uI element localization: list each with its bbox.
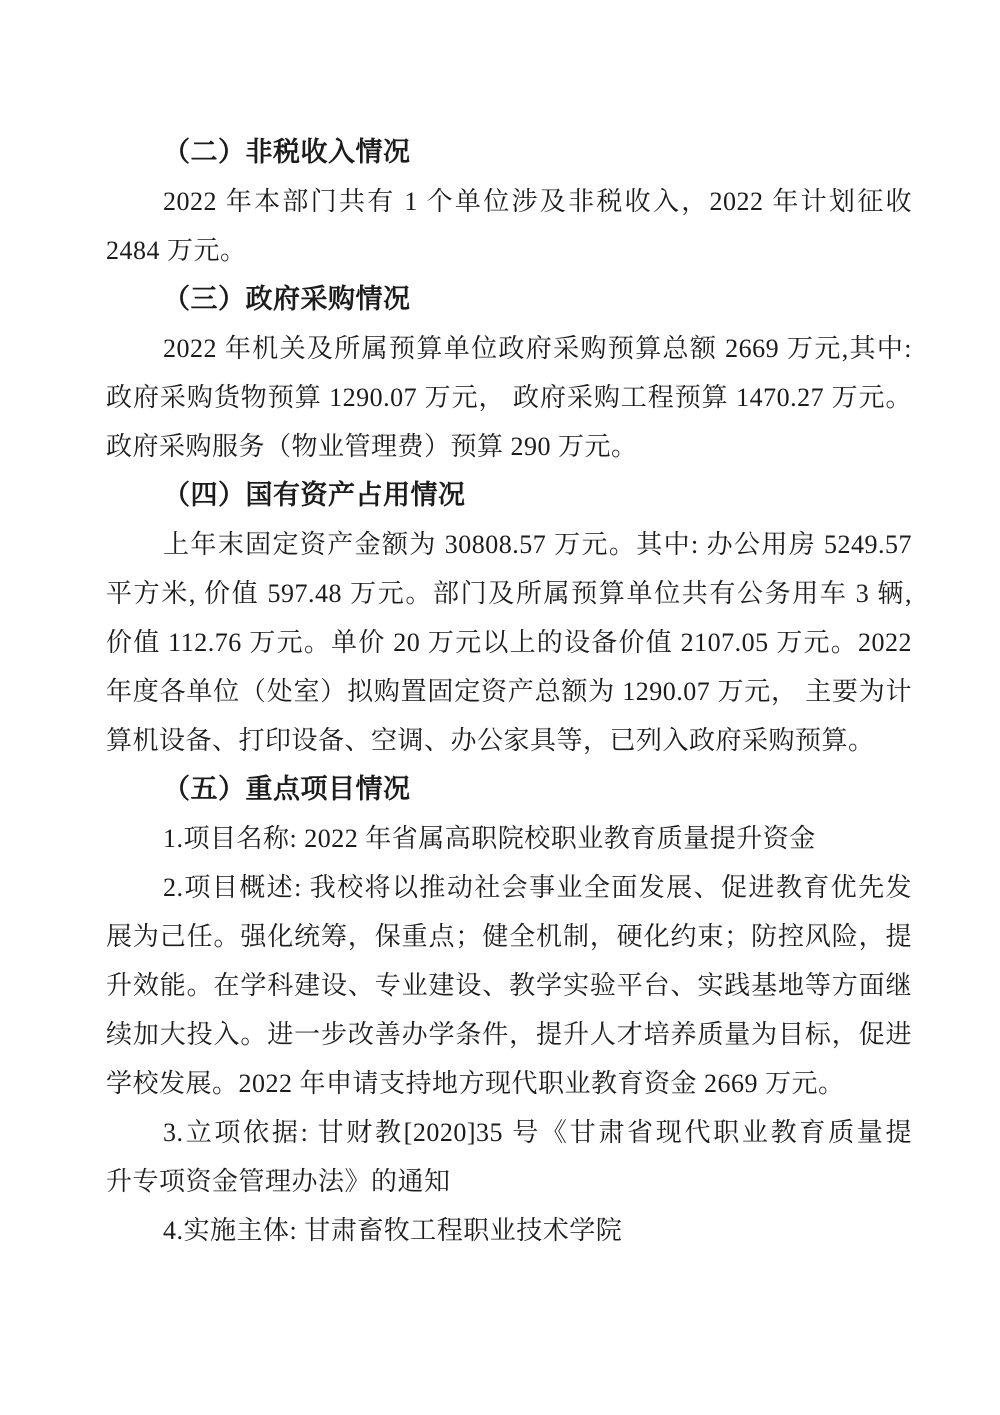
text-line: 展为己任。强化统筹，保重点；健全机制，硬化约束；防控风险，提 bbox=[106, 922, 912, 951]
text-line: 年度各单位（处室）拟购置固定资产总额为 1290.07 万元， 主要为计 bbox=[106, 677, 912, 706]
text-line: 政府采购服务（物业管理费）预算 290 万元。 bbox=[106, 432, 638, 461]
text-line-project-basis: 3.立项依据: 甘财教[2020]35 号《甘肃省现代职业教育质量提 bbox=[163, 1118, 912, 1147]
section-heading-key-projects: （五）重点项目情况 bbox=[163, 774, 411, 804]
text-line: 政府采购货物预算 1290.07 万元， 政府采购工程预算 1470.27 万元。 bbox=[106, 383, 912, 412]
text-line: 续加大投入。进一步改善办学条件，提升人才培养质量为目标，促进 bbox=[106, 1020, 912, 1049]
text-line: 学校发展。2022 年申请支持地方现代职业教育资金 2669 万元。 bbox=[106, 1069, 845, 1098]
section-heading-nontax-revenue: （二）非税收入情况 bbox=[163, 137, 411, 167]
document-content bbox=[106, 128, 912, 1255]
text-line-project-overview: 2.项目概述: 我校将以推动社会事业全面发展、促进教育优先发 bbox=[163, 873, 912, 902]
text-line-project-entity: 4.实施主体: 甘肃畜牧工程职业技术学院 bbox=[163, 1216, 623, 1245]
text-line: 平方米, 价值 597.48 万元。部门及所属预算单位共有公务用车 3 辆, bbox=[106, 579, 912, 608]
text-line-project-name: 1.项目名称: 2022 年省属高职院校职业教育质量提升资金 bbox=[163, 824, 816, 853]
section-heading-gov-procurement: （三）政府采购情况 bbox=[163, 284, 411, 314]
text-line: 2484 万元。 bbox=[106, 236, 247, 265]
text-line: 价值 112.76 万元。单价 20 万元以上的设备价值 2107.05 万元。2022 bbox=[106, 628, 912, 657]
text-line: 2022 年机关及所属预算单位政府采购预算总额 2669 万元,其中: bbox=[163, 334, 912, 363]
text-line: 上年末固定资产金额为 30808.57 万元。其中: 办公用房 5249.57 bbox=[163, 530, 912, 559]
text-line: 升专项资金管理办法》的通知 bbox=[106, 1167, 451, 1196]
text-line: 算机设备、打印设备、空调、办公家具等，已列入政府采购预算。 bbox=[106, 726, 875, 755]
text-line: 升效能。在学科建设、专业建设、教学实验平台、实践基地等方面继 bbox=[106, 971, 912, 1000]
text-line: 2022 年本部门共有 1 个单位涉及非税收入，2022 年计划征收 bbox=[163, 187, 912, 216]
section-heading-state-assets: （四）国有资产占用情况 bbox=[163, 480, 466, 510]
